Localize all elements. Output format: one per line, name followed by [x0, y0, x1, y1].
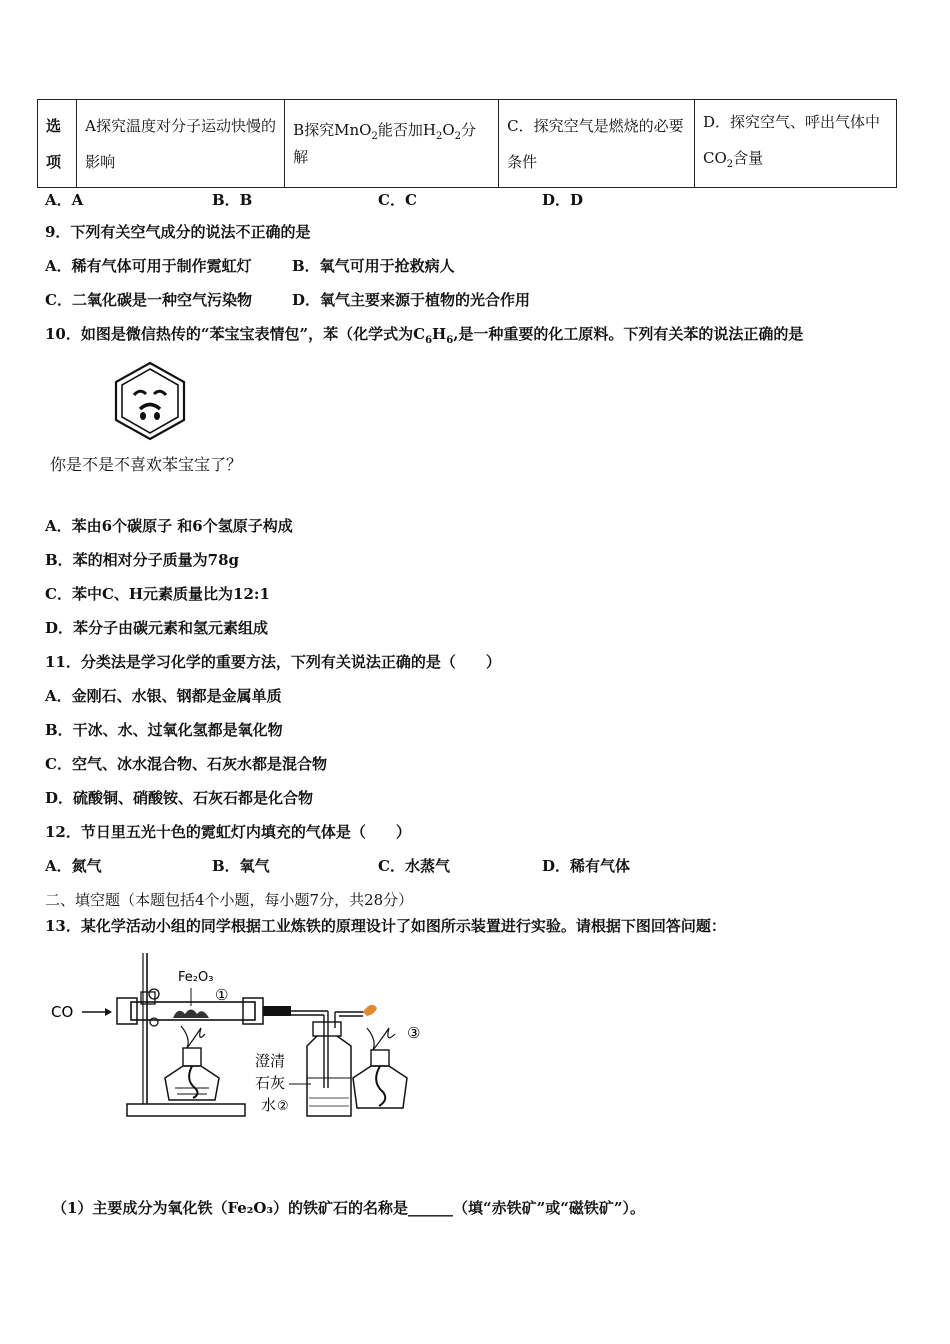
q10-stem-a: 10．如图是微信热传的“苯宝宝表情包”，苯（化学式为C: [45, 325, 426, 343]
limewater-label-1: 澄清: [255, 1052, 286, 1070]
q10-sub2: 6: [446, 335, 454, 346]
q9-stem: 9．下列有关空气成分的说法不正确的是: [45, 223, 311, 241]
q11-option-d: D．硫酸铜、硝酸铵、石灰石都是化合物: [45, 789, 314, 807]
table-header-cell: [38, 100, 77, 188]
q9-option-a: A．稀有气体可用于制作霓虹灯: [45, 257, 252, 275]
q10-stem-c: ,是一种重要的化工原料。下列有关苯的说法正确的是: [453, 325, 804, 343]
co-label: CO: [51, 1003, 74, 1021]
section-2-heading: 二、填空题（本题包括4个小题，每小题7分，共28分）: [45, 891, 414, 909]
q11-option-b: B．干冰、水、过氧化氢都是氧化物: [45, 721, 283, 739]
table-header-text: 选项: [46, 116, 62, 171]
cell-b-mid2: O: [442, 121, 455, 139]
limewater-label-2: 石灰: [255, 1074, 286, 1092]
fe2o3-label: Fe₂O₃: [178, 970, 214, 985]
q13-stem: 13．某化学活动小组的同学根据工业炼铁的原理设计了如图所示装置进行实验。请根据下图回答问题：: [45, 917, 726, 935]
q12-option-a: A．氮气: [45, 857, 102, 875]
q9-option-b: B．氧气可用于抢救病人: [292, 257, 455, 275]
limewater-label-3: 水: [261, 1096, 277, 1114]
q11-stem: 11．分类法是学习化学的重要方法，下列有关说法正确的是（ ）: [45, 653, 501, 671]
cell-b-prefix: B探究MnO: [293, 121, 372, 139]
q12-option-b: B．氧气: [212, 857, 270, 875]
q8-answer-b: B．B: [212, 191, 253, 209]
table-cell-b: B探究MnO$_2$能否加$H_2O_2$分解: [285, 100, 499, 188]
benzene-caption: 你是不是不喜欢苯宝宝了？: [50, 455, 243, 474]
q9-option-d: D．氧气主要来源于植物的光合作用: [292, 291, 531, 309]
benzene-emoji-image: [112, 360, 188, 442]
q8-answer-d: D．D: [542, 191, 584, 209]
cell-d-prefix: D．探究空气、呼出气体中CO: [703, 113, 881, 167]
cell-a-text: A探究温度对分子运动快慢的影响: [85, 116, 277, 171]
q10-option-a: A．苯由6个碳原子 和6个氢原子构成: [45, 517, 293, 535]
q10-stem-b: H: [432, 325, 447, 343]
q10-option-b: B．苯的相对分子质量为78g: [45, 551, 240, 569]
q10-stem: [45, 324, 803, 351]
q9-option-c: C．二氧化碳是一种空气污染物: [45, 291, 252, 309]
table-cell-c: [499, 100, 695, 188]
q10-sub1: 6: [425, 335, 433, 346]
mark-3: ③: [407, 1024, 421, 1042]
q10-option-d: D．苯分子由碳元素和氢元素组成: [45, 619, 269, 637]
q8-answer-c: C．C: [378, 191, 417, 209]
q12-option-c: C．水蒸气: [378, 857, 450, 875]
q12-option-d: D．稀有气体: [542, 857, 631, 875]
cell-c-text: C．探究空气是燃烧的必要条件: [507, 116, 684, 171]
q11-option-c: C．空气、冰水混合物、石灰水都是混合物: [45, 755, 327, 773]
iron-smelting-apparatus-diagram: [45, 948, 435, 1123]
cell-b-mid: 能否加H: [377, 121, 436, 139]
q10-option-c: C．苯中C、H元素质量比为12:1: [45, 585, 270, 603]
mark-2: ②: [277, 1099, 289, 1114]
options-table: [37, 99, 897, 188]
q8-answer-a: A．A: [45, 191, 84, 209]
mark-1: ①: [215, 986, 229, 1004]
table-cell-a: [77, 100, 285, 188]
q12-stem: 12．节日里五光十色的霓虹灯内填充的气体是（ ）: [45, 823, 411, 841]
cell-b-suffix: 分解: [293, 121, 477, 166]
cell-d-suffix: 含量: [733, 149, 764, 167]
table-cell-d: D．探究空气、呼出气体中$CO_2$含量: [695, 100, 897, 188]
q11-option-a: A．金刚石、水银、钢都是金属单质: [45, 687, 282, 705]
q13-sub-question-1: （1）主要成分为氧化铁（Fe₂O₃）的铁矿石的名称是______（填“赤铁矿”或“磁铁矿”）。: [52, 1199, 646, 1217]
